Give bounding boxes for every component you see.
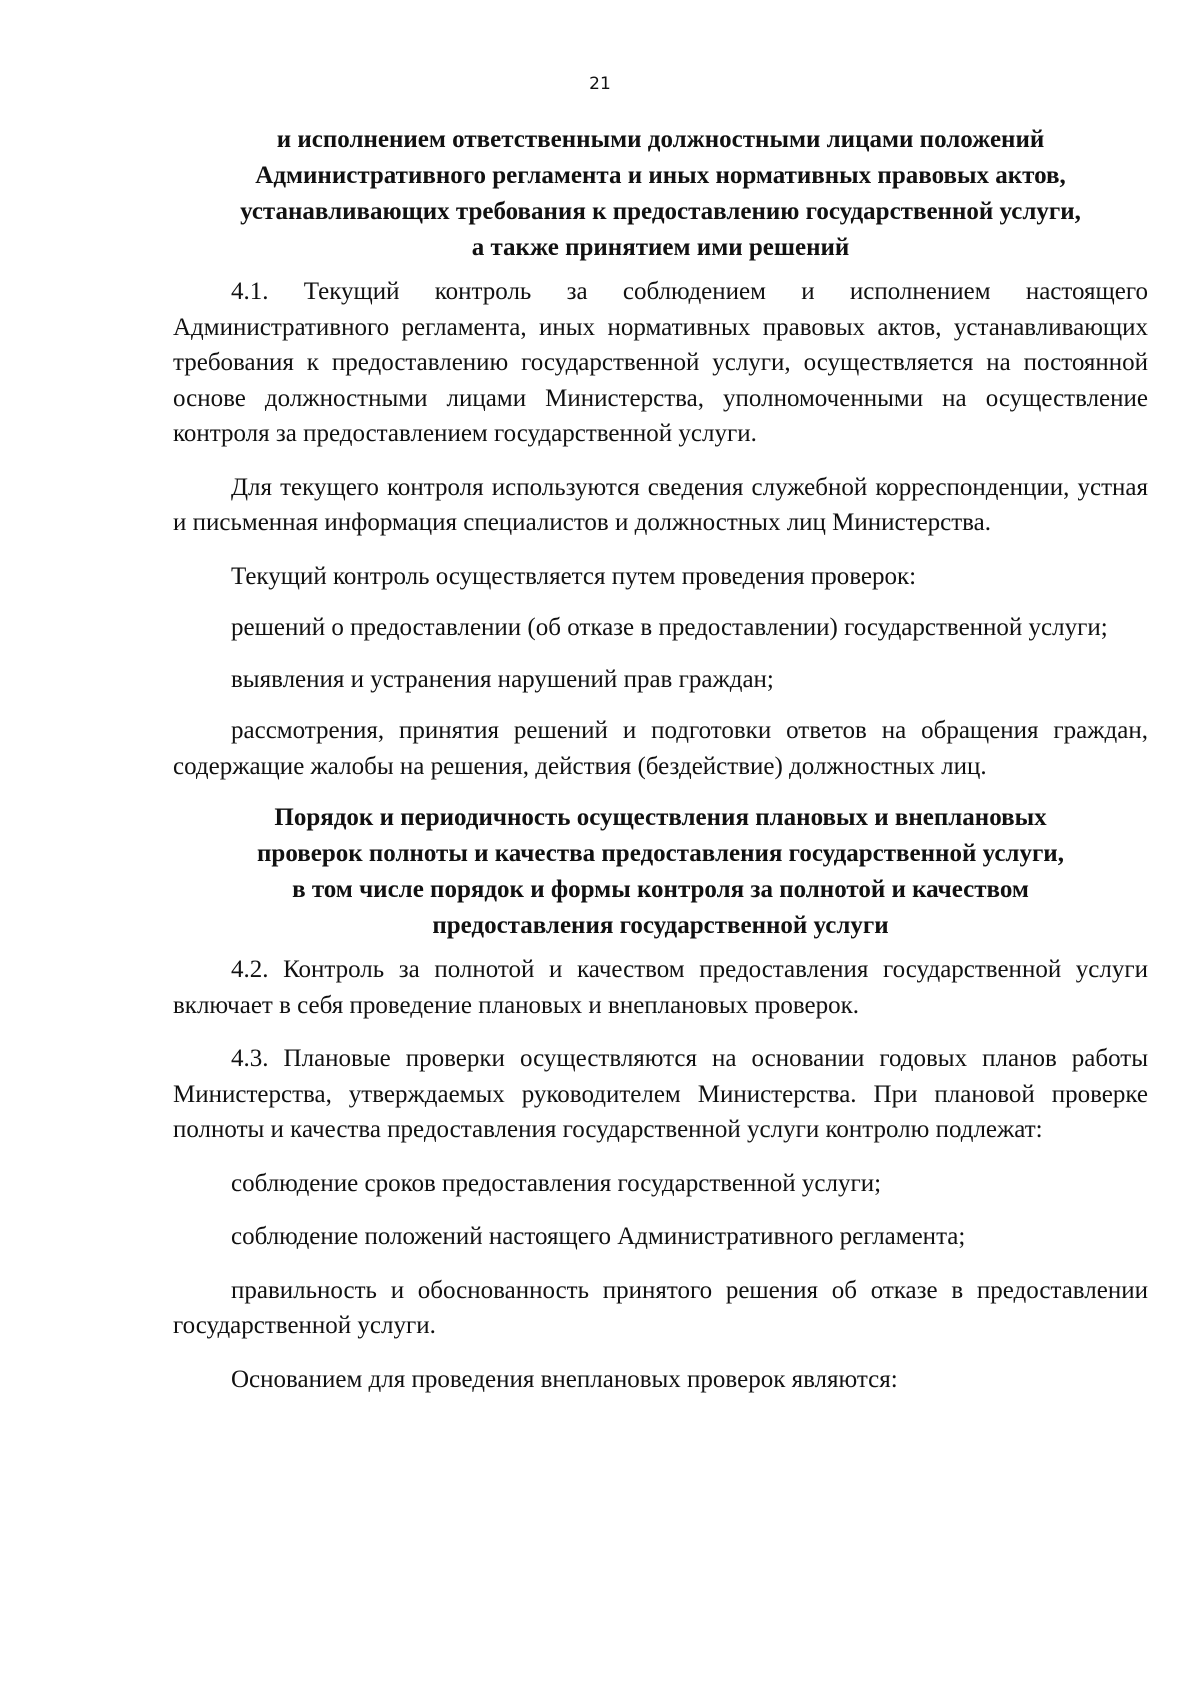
- section-heading-control: [173, 122, 1148, 266]
- heading-line: предоставления государственной услуги: [432, 912, 889, 939]
- section-heading-inspections: [173, 800, 1148, 944]
- paragraph-check-provisions: соблюдение положений настоящего Административного регламента;: [231, 1223, 966, 1250]
- paragraph-check-deadlines: соблюдение сроков предоставления государственной услуги;: [231, 1169, 882, 1197]
- heading-line: Порядок и периодичность осуществления плановых и внеплановых: [274, 804, 1047, 831]
- heading-line: Административного регламента и иных нормативных правовых актов,: [255, 162, 1066, 189]
- paragraph-unplanned-grounds: Основанием для проведения внеплановых проверок являются:: [231, 1365, 898, 1393]
- paragraph-check-decisions: решений о предоставлении (об отказе в предоставлении) государственной услуги;: [231, 614, 1108, 641]
- heading-line: в том числе порядок и формы контроля за полнотой и качеством: [292, 876, 1029, 903]
- paragraph-check-appeals: рассмотрения, принятия решений и подготовки ответов на обращения граждан, содержащие жалобы на решения, действия (бездействие) должностных лиц.: [173, 717, 1148, 780]
- paragraph-4-3: 4.3. Плановые проверки осуществляются на основании годовых планов работы Министерства, утверждаемых руководителем Министерства. При плановой проверке полноты и качества предоставления государственной услуги контролю подлежат:: [173, 1045, 1148, 1143]
- heading-line: и исполнением ответственными должностными лицами положений: [276, 126, 1045, 153]
- paragraph-control-checks: Текущий контроль осуществляется путем проведения проверок:: [231, 562, 917, 590]
- paragraph-control-sources: Для текущего контроля используются сведения служебной корреспонденции, устная и письменная информация специалистов и должностных лиц Министерства.: [173, 473, 1148, 536]
- heading-line: проверок полноты и качества предоставления государственной услуги,: [257, 840, 1064, 867]
- heading-line: устанавливающих требования к предоставлению государственной услуги,: [240, 198, 1081, 225]
- paragraph-check-refusal: правильность и обоснованность принятого решения об отказе в предоставлении государственной услуги.: [173, 1276, 1148, 1339]
- paragraph-4-1: 4.1. Текущий контроль за соблюдением и исполнением настоящего Административного регламента, иных нормативных правовых актов, устанавливающих требования к предоставлению государственной услуги, осуществляется на постоянной основе должностными лицами Министерства, уполномоченными на осуществление контроля за предоставлением государственной услуги.: [173, 278, 1148, 447]
- page-number: 21: [589, 74, 611, 94]
- document-body: [173, 122, 1148, 1397]
- heading-line: а также принятием ими решений: [471, 234, 850, 261]
- paragraph-4-2: 4.2. Контроль за полнотой и качеством предоставления государственной услуги включает в себя проведение плановых и внеплановых проверок.: [173, 956, 1148, 1019]
- paragraph-check-violations: выявления и устранения нарушений прав граждан;: [231, 665, 774, 693]
